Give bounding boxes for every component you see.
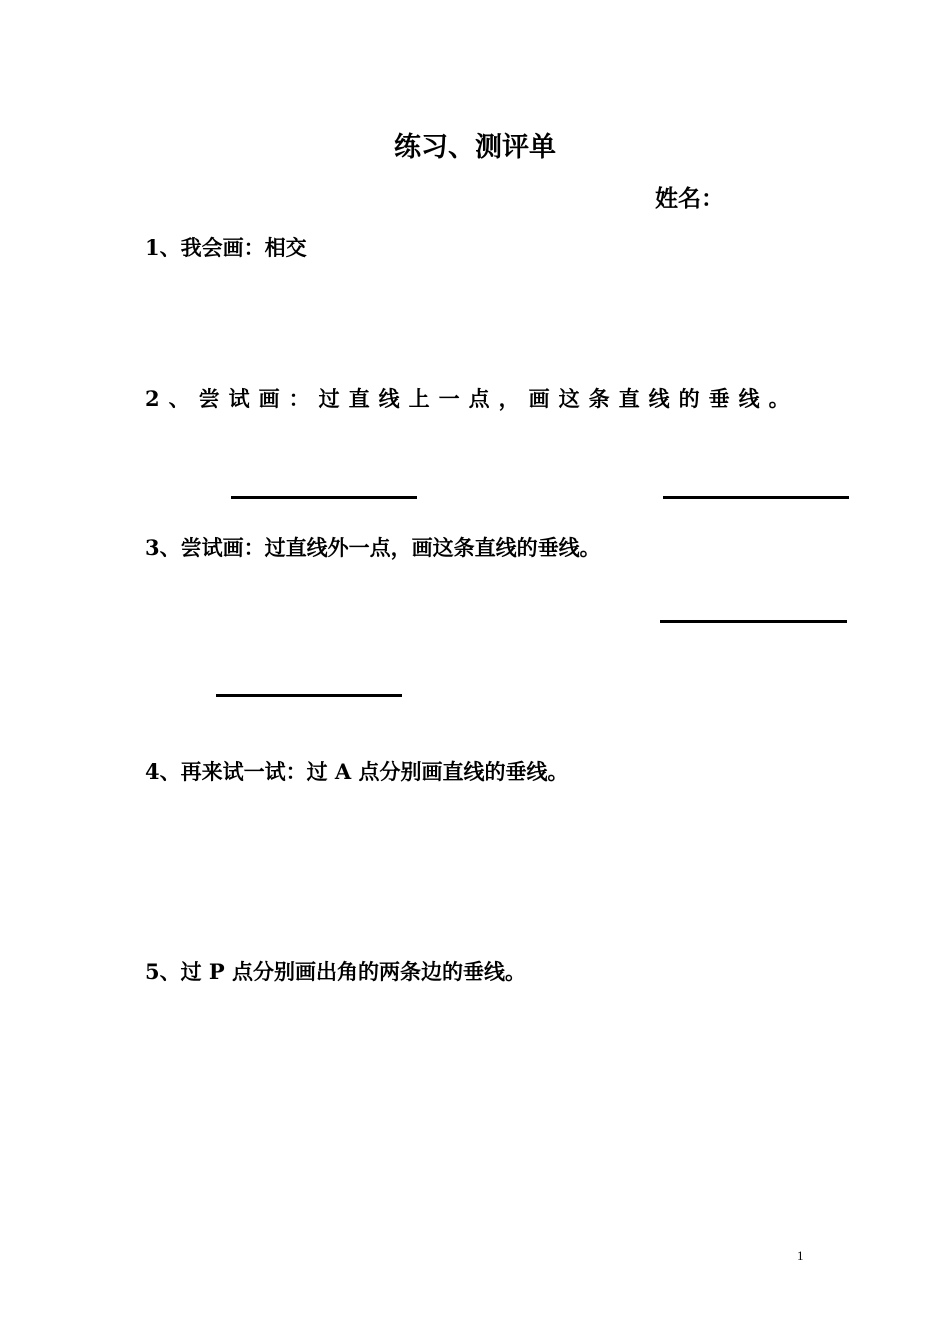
q2-line-left bbox=[231, 496, 417, 499]
question-5: 5、过 P 点分别画出角的两条边的垂线。 bbox=[145, 959, 527, 984]
question-4: 4、再来试一试：过 A 点分别画直线的垂线。 bbox=[145, 759, 569, 784]
q3-line-lower bbox=[216, 694, 402, 697]
question-3: 3、尝试画：过直线外一点，画这条直线的垂线。 bbox=[145, 535, 601, 560]
q3-line-upper bbox=[660, 620, 847, 623]
name-label: 姓名： bbox=[655, 185, 724, 212]
question-1: 1、我会画：相交 bbox=[145, 235, 307, 260]
q2-line-right bbox=[663, 496, 849, 499]
page-number: 1 bbox=[797, 1248, 804, 1263]
question-2: 2、尝试画：过直线上一点，画这条直线的垂线。 bbox=[145, 386, 799, 411]
worksheet-title: 练习、测评单 bbox=[394, 132, 556, 163]
